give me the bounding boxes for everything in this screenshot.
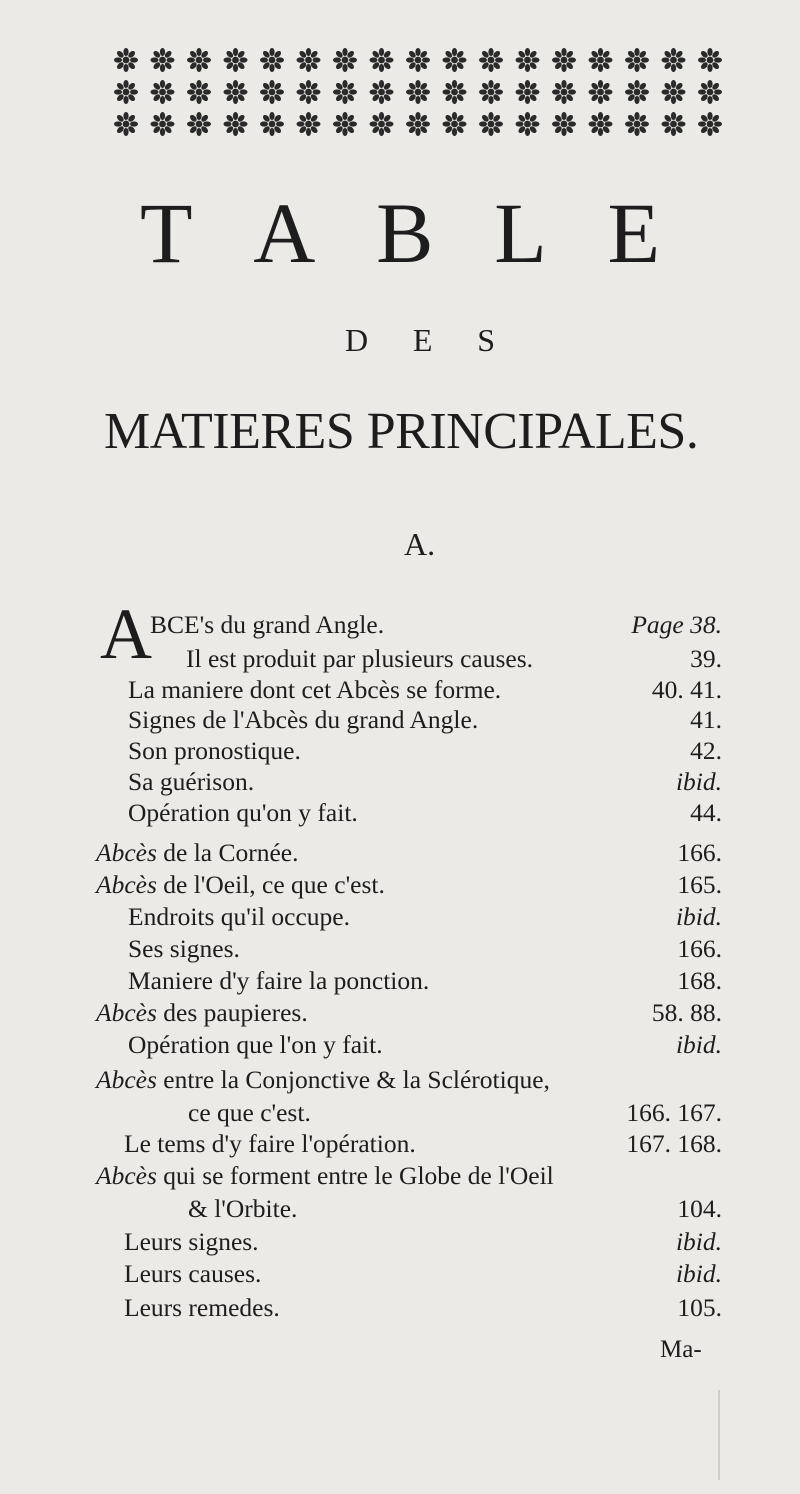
entry-page-ref: 58. 88. xyxy=(651,998,722,1027)
index-entry xyxy=(96,1163,554,1189)
index-entry xyxy=(128,968,429,994)
entry-text: BCE's du grand Angle. xyxy=(150,610,385,639)
entry-page-ref: 166. xyxy=(677,934,722,963)
floral-ornament-band xyxy=(108,44,740,140)
index-entry xyxy=(124,1261,261,1287)
entry-text: Leurs causes. xyxy=(124,1259,262,1288)
index-entry xyxy=(128,769,254,795)
entry-page-ref: ibid. xyxy=(675,1030,722,1059)
title-letter: B xyxy=(376,185,434,281)
entry-text: Leurs remedes. xyxy=(124,1293,280,1322)
index-entry xyxy=(128,800,358,826)
entry-text: Le tems d'y faire l'opération. xyxy=(124,1129,416,1158)
entry-page-ref: Page 38. xyxy=(631,610,722,639)
entry-page-ref: ibid. xyxy=(675,1259,722,1288)
entry-text: Opération qu'on y fait. xyxy=(128,798,358,827)
entry-page-ref: 167. 168. xyxy=(626,1129,722,1158)
entry-text: Sa guérison. xyxy=(128,767,255,796)
entry-page-ref: 105. xyxy=(677,1293,722,1322)
title-des xyxy=(345,322,495,359)
des-letter: S xyxy=(477,322,495,358)
entry-text: & l'Orbite. xyxy=(188,1194,298,1223)
entry-text: Endroits qu'il occupe. xyxy=(128,902,351,931)
page-subtitle: MATIERES PRINCIPALES. xyxy=(104,403,699,460)
entry-text: Opération que l'on y fait. xyxy=(128,1030,383,1059)
index-entry xyxy=(128,707,478,733)
index-entry xyxy=(124,1131,416,1157)
entry-text: entre la Conjonctive & la Sclérotique, xyxy=(156,1065,550,1094)
title-letter: L xyxy=(494,185,547,281)
des-letter: E xyxy=(412,322,433,358)
entry-text: La maniere dont cet Abcès se forme. xyxy=(128,675,502,704)
entry-page-ref: 42. xyxy=(690,736,722,765)
entry-page-ref: 165. xyxy=(677,870,722,899)
entry-page-ref: 39. xyxy=(690,644,722,673)
index-entry xyxy=(96,840,299,866)
des-letter: D xyxy=(345,322,369,358)
index-entry xyxy=(128,738,301,764)
ornament-pattern-icon xyxy=(108,44,740,140)
entry-text: Maniere d'y faire la ponction. xyxy=(128,966,430,995)
section-letter: A. xyxy=(404,526,436,562)
entry-text: Son pronostique. xyxy=(128,736,301,765)
index-entry xyxy=(96,872,385,898)
entry-page-ref: 41. xyxy=(690,705,722,734)
catchword: Ma- xyxy=(660,1336,702,1363)
index-entry xyxy=(96,1067,550,1093)
entry-text: ce que c'est. xyxy=(188,1098,311,1127)
entry-lead: Abcès xyxy=(96,998,157,1027)
entry-lead: Abcès xyxy=(96,1065,157,1094)
title-letter: E xyxy=(607,185,660,281)
index-entry xyxy=(128,677,501,703)
page-title xyxy=(140,185,660,281)
entry-page-ref: ibid. xyxy=(675,902,722,931)
entry-page-ref: 168. xyxy=(677,966,722,995)
entry-lead: Abcès xyxy=(96,838,157,867)
entry-text: de l'Oeil, ce que c'est. xyxy=(156,870,385,899)
entry-text: qui se forment entre le Globe de l'Oeil xyxy=(156,1161,554,1190)
index-entry xyxy=(128,1032,383,1058)
index-entry xyxy=(124,1295,280,1321)
entry-page-ref: ibid. xyxy=(675,1227,722,1256)
drop-cap: A xyxy=(100,594,152,674)
entry-page-ref: 40. 41. xyxy=(651,675,722,704)
index-entry xyxy=(186,646,533,672)
entry-page-ref: 166. 167. xyxy=(626,1098,722,1127)
entry-text: Leurs signes. xyxy=(124,1227,259,1256)
index-entry xyxy=(96,1000,308,1026)
index-entry xyxy=(128,936,240,962)
index-entry xyxy=(188,1196,297,1222)
entry-text: Il est produit par plusieurs causes. xyxy=(186,644,534,673)
entry-lead: Abcès xyxy=(96,870,157,899)
title-letter: A xyxy=(253,185,316,281)
entry-text: des paupieres. xyxy=(156,998,308,1027)
index-entry xyxy=(124,1229,259,1255)
entry-lead: Abcès xyxy=(96,1161,157,1190)
index-entry xyxy=(150,612,384,638)
entry-text: de la Cornée. xyxy=(156,838,299,867)
entry-text: Ses signes. xyxy=(128,934,240,963)
entry-page-ref: ibid. xyxy=(675,767,722,796)
entry-page-ref: 104. xyxy=(677,1194,722,1223)
title-letter: T xyxy=(140,185,193,281)
page-edge-line xyxy=(718,1390,720,1480)
entry-text: Signes de l'Abcès du grand Angle. xyxy=(128,705,479,734)
index-entry xyxy=(128,904,350,930)
index-entry xyxy=(188,1100,311,1126)
entry-page-ref: 166. xyxy=(677,838,722,867)
entry-page-ref: 44. xyxy=(690,798,722,827)
